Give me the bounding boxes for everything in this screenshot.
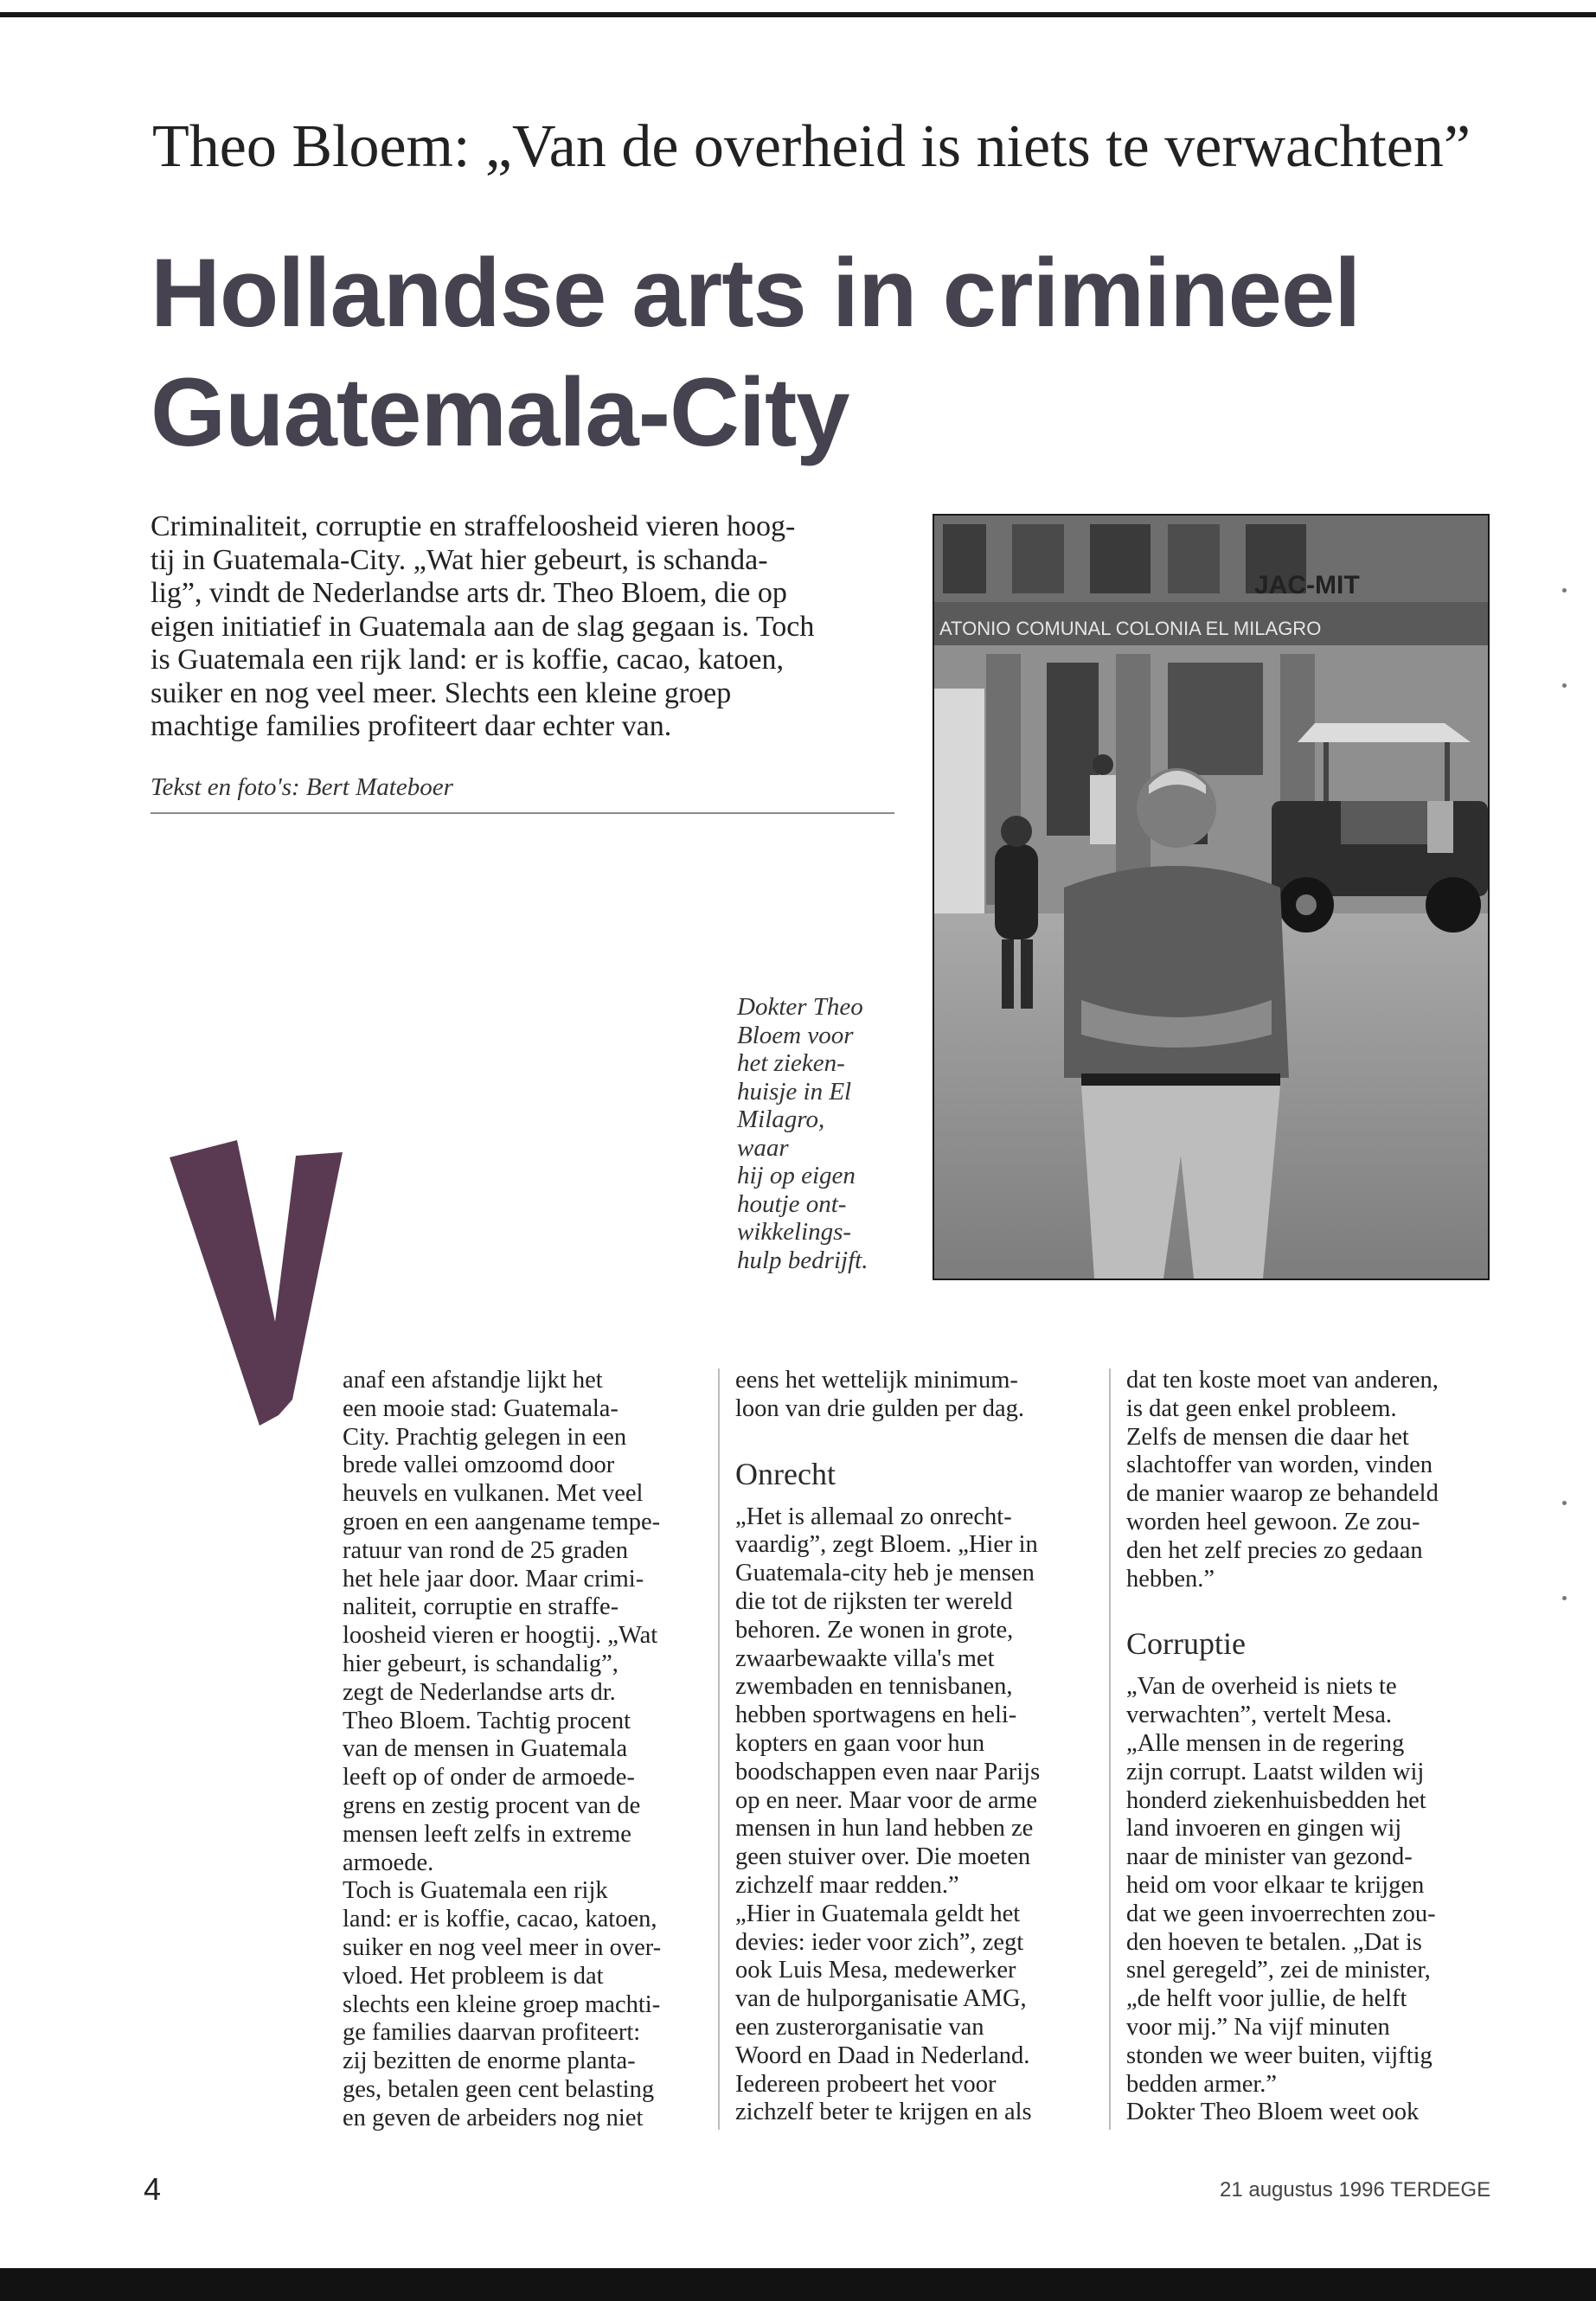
caption-line: waar	[737, 1133, 789, 1162]
body-line: mensen leeft zelfs in extreme	[343, 1820, 631, 1848]
body-line: worden heel gewoon. Ze zou-	[1126, 1508, 1420, 1535]
lead-line: lig”, vindt de Nederlandse arts dr. Theo Bloem, die op	[151, 577, 787, 609]
scan-speck	[1562, 1501, 1567, 1505]
body-line: zwaarbewaakte villa's met	[735, 1644, 995, 1672]
caption-line: wikkelings-	[737, 1218, 852, 1246]
scan-speck	[1562, 683, 1567, 688]
page-number: 4	[144, 2171, 162, 2207]
body-line: eens het wettelijk minimum-	[735, 1367, 1018, 1394]
photo-caption	[737, 993, 910, 1274]
body-line: vaardig”, zegt Bloem. „Hier in	[735, 1531, 1038, 1559]
body-line: zichzelf maar redden.”	[735, 1871, 959, 1899]
building-sign-left: ATONIO COMUNAL COLONIA EL MILAGRO	[939, 618, 1322, 639]
body-line: en geven de arbeiders nog niet	[343, 2104, 644, 2131]
body-line: brede vallei omzoomd door	[343, 1452, 615, 1479]
headline-line-1: Hollandse arts in crimineel	[151, 239, 1361, 347]
lead-line: tij in Guatemala-City. „Wat hier gebeurt, is schanda-	[151, 543, 768, 576]
section-heading-corruptie: Corruptie	[1126, 1626, 1246, 1662]
body-line: loon van drie gulden per dag.	[735, 1394, 1024, 1422]
body-line: verwachten”, vertelt Mesa.	[1126, 1702, 1393, 1729]
body-line: van de hulporganisatie AMG,	[735, 1985, 1027, 2013]
lead-line: Criminaliteit, corruptie en straffeloosheid vieren hoog-	[151, 510, 796, 542]
body-line: zichzelf beter te krijgen en als	[735, 2099, 1032, 2126]
body-line: ratuur van rond de 25 graden	[343, 1536, 629, 1564]
body-line: zij bezitten de enorme planta-	[343, 2048, 636, 2075]
body-paragraph	[1126, 1367, 1488, 1593]
caption-line: Bloem voor	[737, 1021, 854, 1049]
caption-line: Dokter Theo	[737, 993, 863, 1021]
body-line: een mooie stad: Guatemala-	[343, 1394, 619, 1422]
body-line: heuvels en vulkanen. Met veel	[343, 1480, 644, 1508]
body-line: „Alle mensen in de regering	[1126, 1729, 1405, 1757]
body-line: is dat geen enkel probleem.	[1126, 1394, 1397, 1422]
scan-speck	[1562, 1596, 1567, 1600]
body-paragraph	[735, 1503, 1090, 1900]
body-line: City. Prachtig gelegen in een	[343, 1423, 627, 1451]
caption-line: Milagro,	[737, 1106, 825, 1133]
caption-line: hij op eigen	[737, 1162, 856, 1189]
body-line: Zelfs de mensen die daar het	[1126, 1423, 1409, 1451]
body-line: dat ten koste moet van anderen,	[1126, 1367, 1439, 1394]
kicker-quote: Theo Bloem: „Van de overheid is niets te verwachten”	[152, 113, 1471, 180]
caption-line: het zieken-	[737, 1049, 845, 1077]
body-line: naar de minister van gezond-	[1126, 1843, 1413, 1871]
body-line: die tot de rijksten ter wereld	[735, 1587, 1013, 1615]
body-line: devies: ieder voor zich”, zegt	[735, 1928, 1024, 1956]
body-line: Theo Bloem. Tachtig procent	[343, 1707, 631, 1734]
body-line: Guatemala-city heb je mensen	[735, 1560, 1035, 1587]
body-line: „Hier in Guatemala geldt het	[735, 1900, 1021, 1927]
lead-line: eigen initiatief in Guatemala aan de slag gegaan is. Toch	[151, 610, 815, 643]
body-paragraph	[343, 1367, 706, 1877]
caption-line: huisje in El	[737, 1077, 852, 1106]
bottom-border	[0, 2268, 1596, 2301]
body-line: hebben.”	[1126, 1565, 1215, 1593]
caption-line: houtje ont-	[737, 1189, 847, 1218]
body-line: Iedereen probeert het voor	[735, 2070, 997, 2098]
body-line: hebben sportwagens en heli-	[735, 1702, 1017, 1729]
body-line: bedden armer.”	[1126, 2070, 1278, 2098]
body-line: zegt de Nederlandse arts dr.	[343, 1678, 616, 1706]
body-line: stonden we weer buiten, vijftig	[1126, 2041, 1433, 2069]
body-line: den hoeven te betalen. „Dat is	[1126, 1928, 1422, 1956]
body-line: den het zelf precies zo gedaan	[1126, 1536, 1423, 1564]
body-line: op en neer. Maar voor de arme	[735, 1786, 1037, 1814]
body-line: „Van de overheid is niets te	[1126, 1673, 1397, 1701]
body-line: het hele jaar door. Maar crimi-	[343, 1565, 644, 1593]
body-line: ook Luis Mesa, medewerker	[735, 1957, 1016, 1984]
body-paragraph	[1126, 1673, 1488, 2099]
headline	[151, 234, 1448, 472]
body-line: slechts een kleine groep machti-	[343, 1990, 661, 2018]
body-line: hier gebeurt, is schandalig”,	[343, 1650, 619, 1677]
body-line: „de helft voor jullie, de helft	[1126, 1985, 1407, 2013]
body-line: dat we geen invoerrechten zou-	[1126, 1900, 1436, 1927]
article-photo	[933, 514, 1490, 1280]
body-line: ge families daarvan profiteert:	[343, 2019, 641, 2047]
body-line: mensen in hun land hebben ze	[735, 1815, 1034, 1843]
lead-line: machtige families profiteert daar echter van.	[151, 710, 672, 742]
body-line: groen en een aangename tempe-	[343, 1508, 661, 1535]
body-paragraph	[343, 1877, 706, 2132]
body-line: snel geregeld”, zei de minister,	[1126, 1957, 1431, 1984]
body-line: armoede.	[343, 1849, 434, 1876]
body-line: Woord en Daad in Nederland.	[735, 2041, 1030, 2069]
body-line: een zusterorganisatie van	[735, 2013, 984, 2041]
body-paragraph	[1126, 2099, 1488, 2127]
body-line: grens en zestig procent van de	[343, 1791, 641, 1819]
caption-line: hulp bedrijft.	[737, 1246, 869, 1274]
top-border	[0, 12, 1596, 17]
headline-line-2: Guatemala-City	[151, 358, 849, 466]
issue-date-publication: 21 augustus 1996 TERDEGE	[1220, 2178, 1491, 2202]
column-divider	[1109, 1368, 1111, 2130]
body-line: boodschappen even naar Parijs	[735, 1758, 1041, 1785]
body-line: behoren. Ze wonen in grote,	[735, 1616, 1014, 1644]
column-divider	[718, 1368, 720, 2130]
author-credit: Tekst en foto's: Bert Mateboer	[151, 773, 894, 814]
body-line: leeft op of onder de armoede-	[343, 1764, 635, 1791]
body-line: kopters en gaan voor hun	[735, 1729, 985, 1757]
drop-cap	[170, 1140, 343, 1430]
body-line: voor mij.” Na vijf minuten	[1126, 2013, 1390, 2041]
article-column-3	[1126, 1367, 1488, 2127]
body-line: „Het is allemaal zo onrecht-	[735, 1503, 1012, 1530]
body-line: heid om voor elkaar te krijgen	[1126, 1871, 1425, 1899]
article-column-2	[735, 1367, 1090, 2127]
body-line: suiker en nog veel meer in over-	[343, 1933, 662, 1961]
lead-line: is Guatemala een rijk land: er is koffie, cacao, katoen,	[151, 644, 784, 676]
body-line: land invoeren en gingen wij	[1126, 1815, 1402, 1843]
body-line: Toch is Guatemala een rijk	[343, 1877, 608, 1905]
body-line: de manier waarop ze behandeld	[1126, 1480, 1439, 1508]
body-line: geen stuiver over. Die moeten	[735, 1843, 1031, 1871]
body-line: honderd ziekenhuisbedden het	[1126, 1786, 1426, 1814]
body-line: Dokter Theo Bloem weet ook	[1126, 2099, 1420, 2126]
body-line: naliteit, corruptie en straffe-	[343, 1593, 619, 1621]
body-line: ges, betalen geen cent belasting	[343, 2075, 655, 2103]
section-heading-onrecht: Onrecht	[735, 1456, 836, 1491]
lead-paragraph	[151, 510, 886, 744]
body-line: vloed. Het probleem is dat	[343, 1962, 604, 1990]
body-line: zijn corrupt. Laatst wilden wij	[1126, 1758, 1425, 1785]
lead-line: suiker en nog veel meer. Slechts een kleine groep	[151, 676, 732, 709]
body-line: land: er is koffie, cacao, katoen,	[343, 1906, 657, 1933]
body-paragraph	[735, 1900, 1090, 2127]
body-line: anaf een afstandje lijkt het	[343, 1367, 603, 1394]
body-paragraph	[735, 1367, 1090, 1424]
body-line: zwembaden en tennisbanen,	[735, 1673, 1013, 1701]
article-column-1	[343, 1367, 706, 2133]
body-line: loosheid vieren er hoogtij. „Wat	[343, 1622, 658, 1650]
body-line: van de mensen in Guatemala	[343, 1735, 628, 1763]
body-line: slachtoffer van worden, vinden	[1126, 1452, 1433, 1479]
scan-speck	[1562, 588, 1567, 593]
building-sign-right: JAC-MIT	[1254, 571, 1360, 599]
